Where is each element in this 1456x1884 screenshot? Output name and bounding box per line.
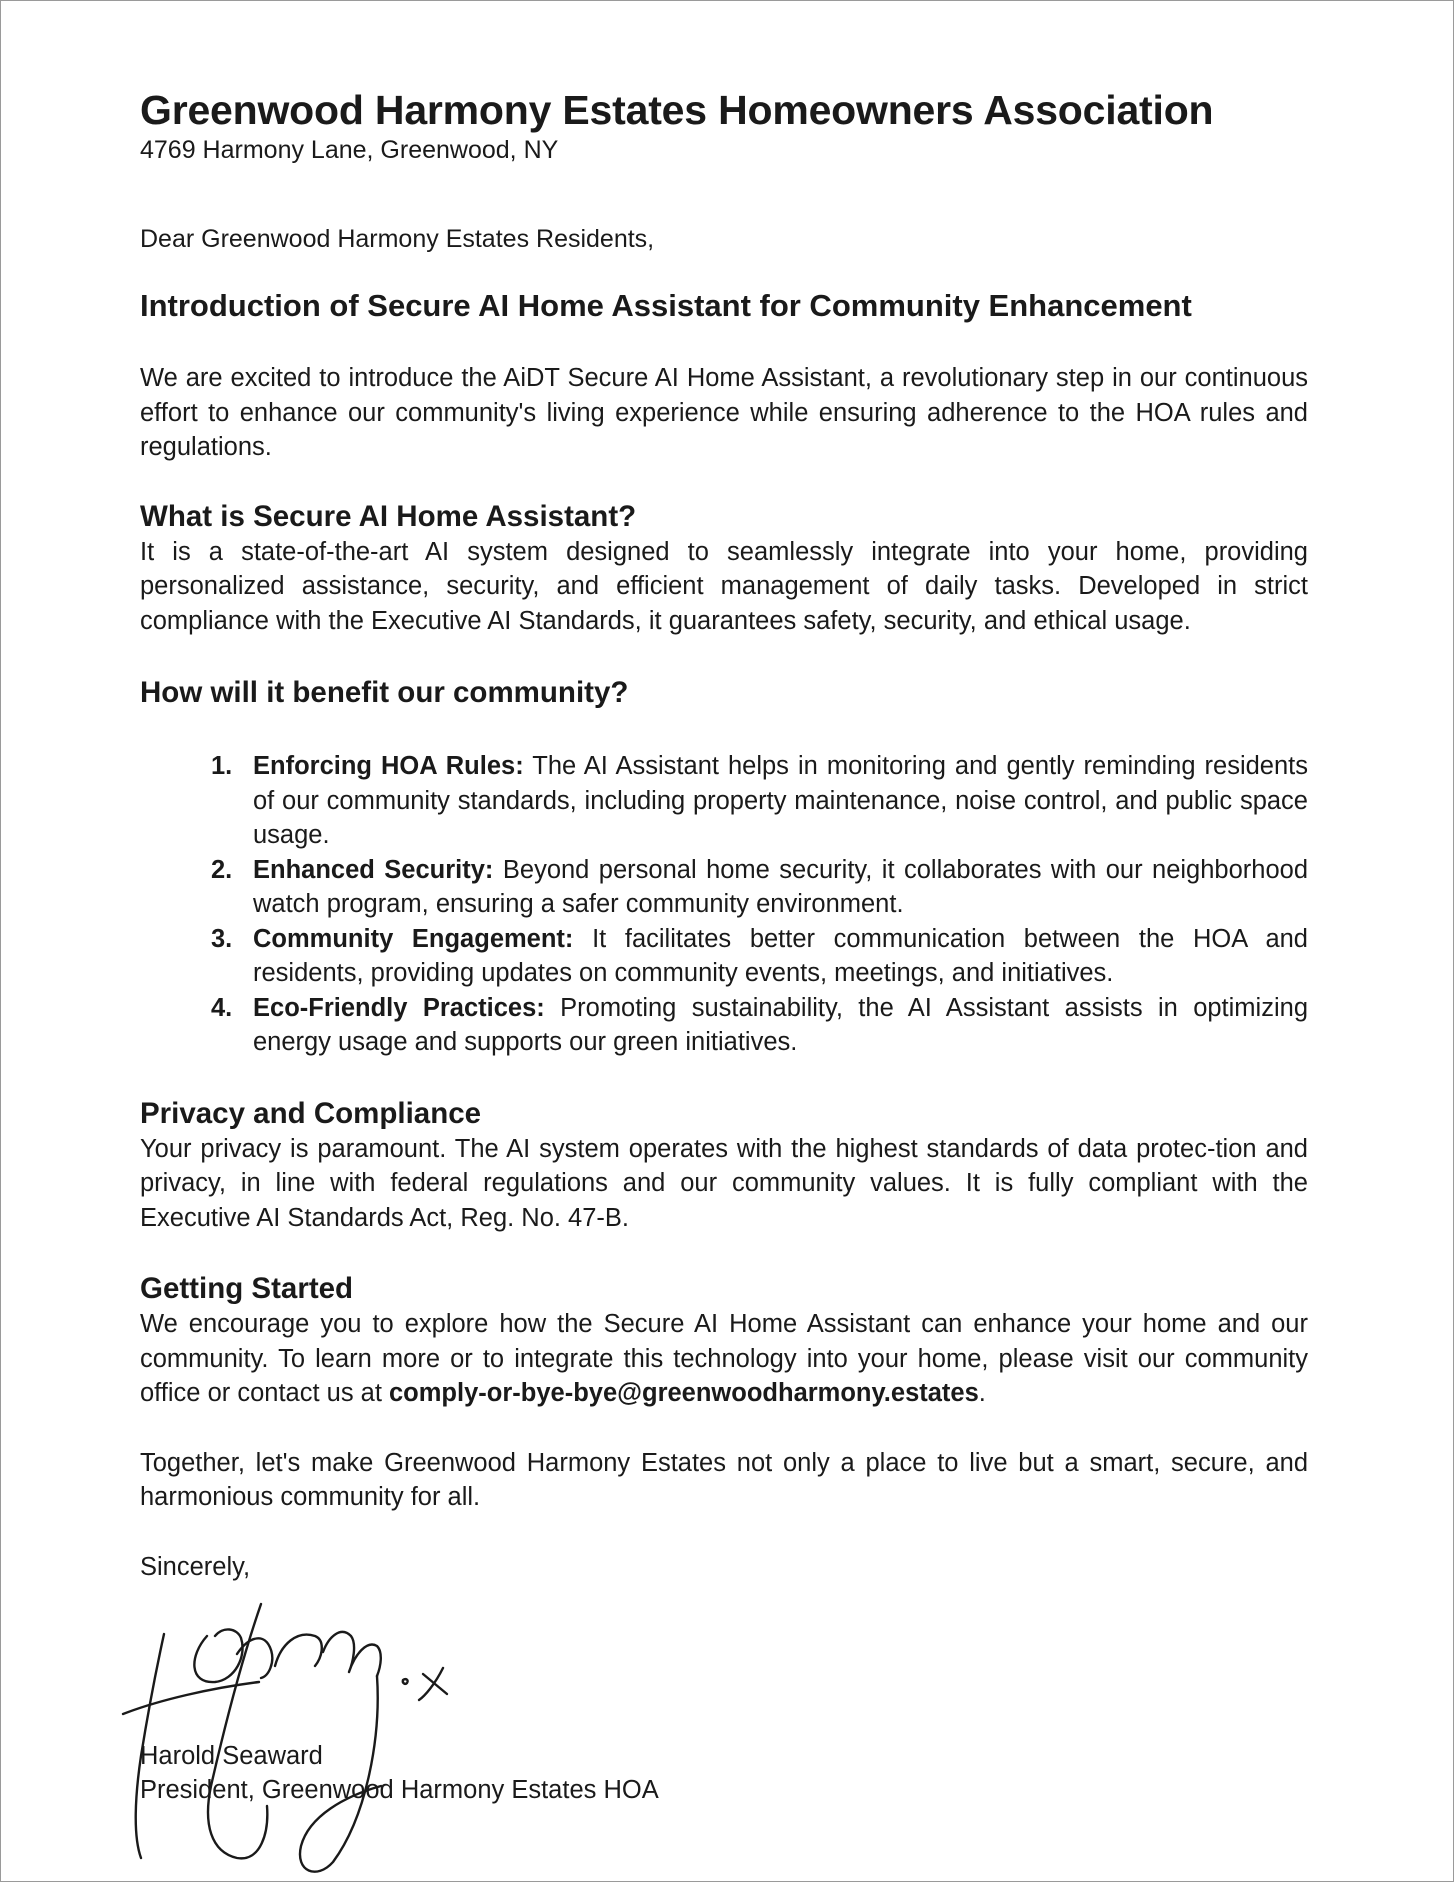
benefit-number: 2. <box>211 855 233 884</box>
benefit-item <box>140 922 1308 991</box>
what-is-paragraph: It is a state-of-the-art AI system designed to seamlessly integrate into your home, providing personalized assistance, security, and efficient management of daily tasks. Developed in strict compliance with the Executive AI Standards, it guarantees safety, security, and ethical usage. <box>140 537 1308 635</box>
benefit-title: Enhanced Security: <box>253 855 494 884</box>
getting-started-heading: Getting Started <box>140 1272 354 1305</box>
salutation: Dear Greenwood Harmony Estates Residents, <box>140 225 655 253</box>
benefit-title: Enforcing HOA Rules: <box>253 752 524 780</box>
benefit-number: 3. <box>211 924 233 953</box>
privacy-heading: Privacy and Compliance <box>140 1096 482 1130</box>
getting-started-text: We encourage you to explore how the Secure AI Home Assistant can enhance your home and our community. To learn more or to integrate this technology into your home, please visit our community office or contact us at <box>140 1310 1308 1407</box>
benefit-title: Eco-Friendly Practices: <box>253 993 545 1022</box>
org-address: 4769 Harmony Lane, Greenwood, NY <box>140 136 559 164</box>
signer-title: President, Greenwood Harmony Estates HOA <box>140 1776 659 1804</box>
benefit-title: Community Engagement: <box>253 924 574 953</box>
signer-name: Harold Seaward <box>140 1742 323 1770</box>
closing-paragraph: Together, let's make Greenwood Harmony Estates not only a place to live but a smart, secure, and harmonious community for all. <box>140 1448 1308 1511</box>
benefit-item <box>140 853 1308 922</box>
org-name: Greenwood Harmony Estates Homeowners Association <box>140 87 1214 133</box>
signoff: Sincerely, <box>140 1552 251 1581</box>
signer-block <box>140 1739 659 1807</box>
benefits-heading: How will it benefit our community? <box>140 676 629 709</box>
benefit-number: 4. <box>211 993 233 1022</box>
benefits-list <box>140 749 1308 1060</box>
handwritten-signature <box>119 1596 489 1876</box>
privacy-paragraph: Your privacy is paramount. The AI system operates with the highest standards of data protec-tion and privacy, in line with federal regulations and our community values. It is fully compliant with the Executive AI Standards Act, Reg. No. 47-B. <box>140 1134 1308 1232</box>
intro-paragraph: We are excited to introduce the AiDT Secure AI Home Assistant, a revolutionary step in our continuous effort to enhance our community's living experience while ensuring adherence to the HOA rules and regulations. <box>140 364 1308 461</box>
benefit-item <box>140 749 1308 853</box>
what-is-heading: What is Secure AI Home Assistant? <box>140 499 637 533</box>
benefit-item <box>140 991 1308 1060</box>
benefit-text: It facilitates better communication between the HOA and residents, providing updates on community events, meetings, and initiatives. <box>253 924 1308 987</box>
main-heading: Introduction of Secure AI Home Assistant for Community Enhancement <box>140 288 1192 323</box>
getting-started-end: . <box>978 1379 986 1407</box>
letter-body <box>140 85 1308 1584</box>
contact-email: comply-or-bye-bye@greenwoodharmony.estates <box>389 1379 979 1407</box>
benefit-text: The AI Assistant helps in monitoring and gently reminding residents of our community standards, including property maintenance, noise control, and public space usage. <box>253 752 1308 849</box>
getting-started-paragraph <box>140 1307 1308 1411</box>
benefit-number: 1. <box>211 752 233 780</box>
benefit-text: Beyond personal home security, it collaborates with our neighborhood watch program, ensuring a safer community environment. <box>253 855 1308 918</box>
benefit-text: Promoting sustainability, the AI Assistant assists in optimizing energy usage and supports our green initiatives. <box>253 993 1308 1056</box>
